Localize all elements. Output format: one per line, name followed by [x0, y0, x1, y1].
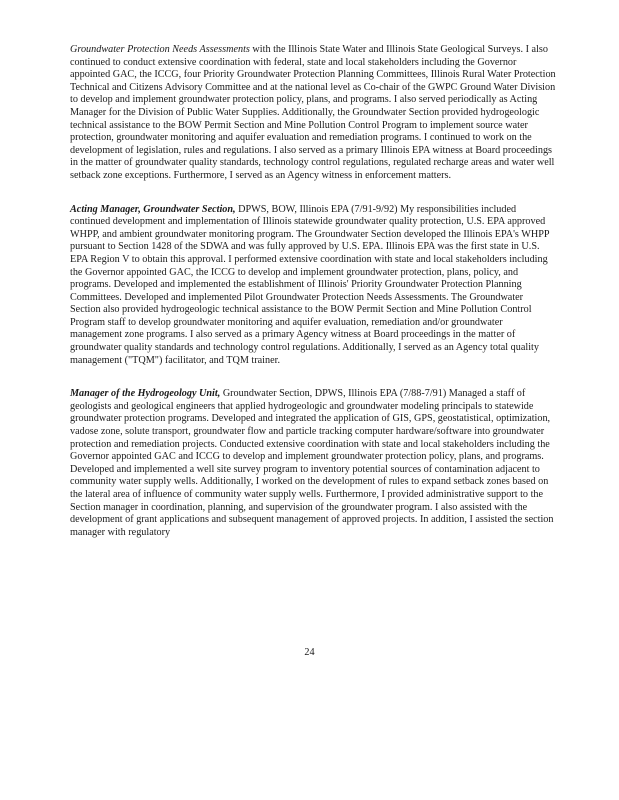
page-number: 24 — [304, 647, 315, 658]
paragraph-heading: Acting Manager, Groundwater Section, — [70, 203, 236, 215]
paragraph-body: DPWS, BOW, Illinois EPA (7/91-9/92) My responsibilities included continued development and implementation of Illinois statewide groundwater quality protection, U.S. EPA approved WHPP, and ambient groundwater monitoring program. The Groundwater Section developed the Illinois EPA's WHPP pursuant to Section 1428 of the SDWA and was fully approved by U.S. EPA. Illinois EPA was the first state in U.S. EPA Region V to obtain this approval. I performed extensive coordination with state and local stakeholders including the Governor appointed GAC, the ICCG to develop and implement groundwater protection, plans, policy, and programs. Developed and implemented the establishment of Illinois' Priority Groundwater Protection Planning Committees. Developed and implemented Pilot Groundwater Protection Needs Assessments. The Groundwater Section also provided hydrogeologic technical assistance to the BOW Permit Section and Mine Pollution Control Program staff to develop groundwater monitoring and aquifer evaluation, remediation and/or groundwater management zone programs. I also served as a primary Agency witness at Board proceedings in the matter of groundwater quality standards and technology control regulations. Additionally, I served as an Agency total quality management ("TQM") facilitator, and TQM trainer. — [70, 203, 550, 366]
paragraph-heading: Groundwater Protection Needs Assessments — [70, 44, 250, 55]
document-page — [70, 44, 556, 560]
paragraph-body: with the Illinois State Water and Illinois State Geological Surveys. I also continued to conduct extensive coordination with federal, state and local stakeholders including the Governor appointed GAC, the ICCG, four Priority Groundwater Protection Planning Committees, Illinois Rural Water Protection Technical and Citizens Advisory Committee and at the national level as Co-chair of the GWPC Ground Water Division to develop and implement groundwater protection policy, plans, and programs. I also served periodically as Acting Manager for the Division of Public Water Supplies. Additionally, the Groundwater Section provided hydrogeologic technical assistance to the BOW Permit Section and Mine Pollution Control Program to implement source water protection, groundwater monitoring and aquifer evaluation and remediation programs. I continued to work on the development of legislation, rules and regulations. I also served as a primary Illinois EPA witness at Board proceedings in the matter of groundwater quality standards, technology control regulations, regulated recharge areas and water well setback zone exceptions. Furthermore, I served as an Agency witness in enforcement matters. — [70, 44, 556, 181]
paragraph-heading: Manager of the Hydrogeology Unit, — [70, 388, 221, 400]
paragraph-body: Groundwater Section, DPWS, Illinois EPA (7/88-7/91) Managed a staff of geologists and geological engineers that applied hydrogeologic and groundwater modeling principals to statewide groundwater protection programs. Developed and integrated the application of GIS, GPS, geostatistical, optimization, vadose zone, solute transport, groundwater flow and particle tracking computer hardware/software into groundwater protection and remediation projects. Conducted extensive coordination with state and local stakeholders including the Governor appointed GAC and ICCG to develop and implement groundwater protection policy, plans, and programs. Developed and implemented a well site survey program to inventory potential sources of contamination adjacent to community water supply wells. Additionally, I worked on the development of rules to expand setback zones based on the lateral area of influence of community water supply wells. Furthermore, I provided administrative support to the Section manager in coordination, planning, and supervision of the groundwater program. I also assisted with the development of grant applications and subsequent management of approved projects. In addition, I assisted the section manager with regulatory — [70, 388, 554, 538]
paragraph-groundwater-assessments — [70, 44, 556, 183]
paragraph-hydrogeology-manager — [70, 388, 556, 539]
paragraph-acting-manager — [70, 204, 556, 368]
